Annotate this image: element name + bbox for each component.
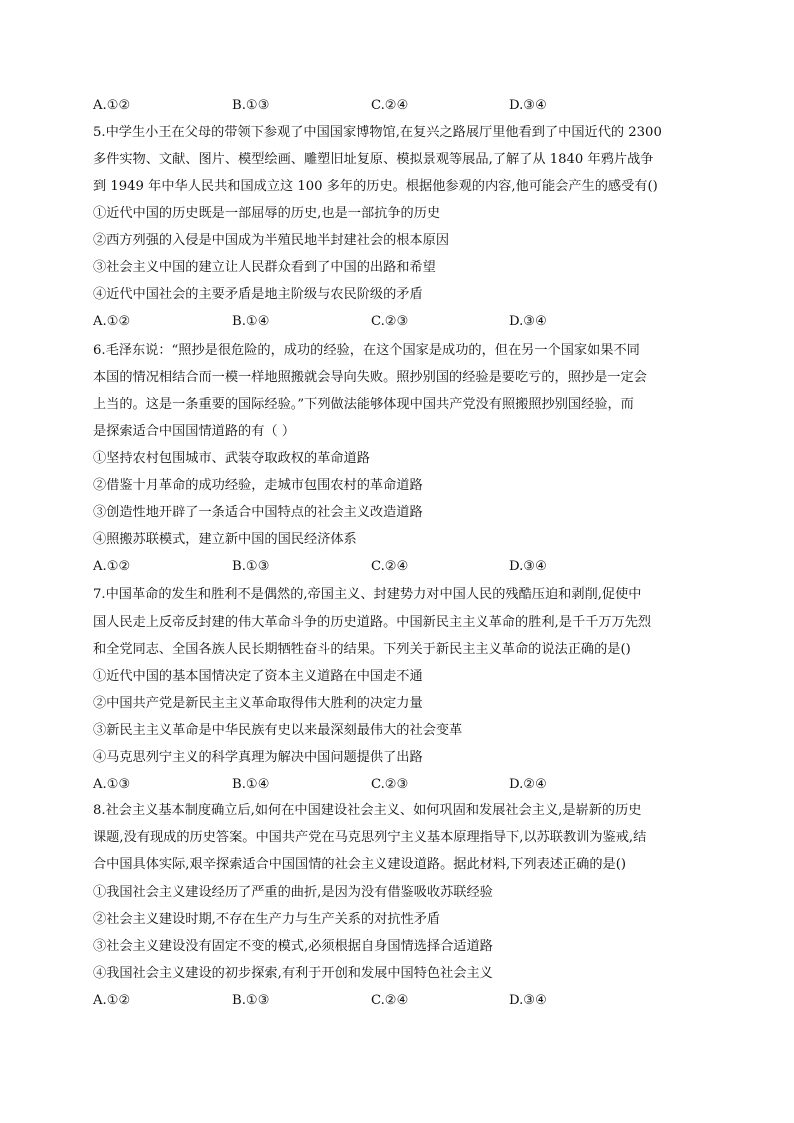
answer-options [93, 97, 713, 115]
statement-item: ③社会主义建设没有固定不变的模式,必须根据自身国情选择合适道路 [93, 939, 493, 954]
question-8-stem-line: 合中国具体实际,艰辛探索适合中国国情的社会主义建设道路。据此材料,下列表述正确的是() [93, 857, 626, 872]
statement-item: ④近代中国社会的主要矛盾是地主阶级与农民阶级的矛盾 [93, 287, 423, 302]
option-b: B.①④ [232, 777, 270, 792]
question-6-stem-line: 是探索适合中国国情道路的有（ ） [93, 424, 296, 439]
question-5-stem-line: 5.中学生小王在父母的带领下参观了中国国家博物馆,在复兴之路展厅里他看到了中国近代的 2300 [93, 125, 662, 140]
statement-item: ①坚持农村包围城市、武装夺取政权的革命道路 [93, 451, 370, 466]
option-c: C.②③ [371, 777, 409, 792]
answer-options [93, 776, 713, 794]
statement-item: ④我国社会主义建设的初步探索,有利于开创和发展中国特色社会主义 [93, 966, 493, 981]
option-c: C.②③ [371, 314, 409, 329]
option-a: A.①② [93, 98, 131, 113]
option-b: B.①④ [232, 314, 270, 329]
statement-item: ①近代中国的历史既是一部屈辱的历史,也是一部抗争的历史 [93, 206, 441, 221]
statement-item: ②借鉴十月革命的成功经验，走城市包围农村的革命道路 [93, 478, 423, 493]
option-d: D.③④ [509, 993, 547, 1008]
question-8-stem-line: 8.社会主义基本制度确立后,如何在中国建设社会主义、如何巩固和发展社会主义,是崭新的历史 [93, 803, 642, 818]
option-d: D.③④ [509, 559, 547, 574]
statement-item: ③新民主主义革命是中华民族有史以来最深刻最伟大的社会变革 [93, 723, 463, 738]
option-c: C.②④ [371, 559, 409, 574]
option-b: B.①③ [232, 98, 270, 113]
question-7-stem-line: 7.中国革命的发生和胜利不是偶然的,帝国主义、封建势力对中国人民的残酷压迫和剥削,促使中 [93, 587, 642, 602]
option-d: D.②④ [509, 777, 547, 792]
answer-options [93, 313, 713, 331]
question-6-stem-line: 上当的。这是一条重要的国际经验。”下列做法能够体现中国共产党没有照搬照抄别国经验，而 [93, 397, 634, 412]
statement-item: ③创造性地开辟了一条适合中国特点的社会主义改造道路 [93, 505, 423, 520]
statement-item: ①我国社会主义建设经历了严重的曲折,是因为没有借鉴吸收苏联经验 [93, 885, 493, 900]
answer-options [93, 558, 713, 576]
option-a: A.①③ [93, 777, 131, 792]
question-6-stem-line: 6.毛泽东说：“照抄是很危险的，成功的经验，在这个国家是成功的，但在另一个国家如果不同 [93, 343, 640, 358]
option-d: D.③④ [509, 98, 547, 113]
statement-item: ②西方列强的入侵是中国成为半殖民地半封建社会的根本原因 [93, 233, 450, 248]
option-a: A.①② [93, 993, 131, 1008]
option-b: B.①③ [232, 559, 270, 574]
statement-item: ④马克思列宁主义的科学真理为解决中国问题提供了出路 [93, 750, 423, 765]
answer-options [93, 992, 713, 1010]
option-c: C.②④ [371, 98, 409, 113]
statement-item: ①近代中国的基本国情决定了资本主义道路在中国走不通 [93, 669, 423, 684]
question-7-stem-line: 和全党同志、全国各族人民长期牺牲奋斗的结果。下列关于新民主主义革命的说法正确的是() [93, 642, 631, 657]
question-6-stem-line: 本国的情况相结合而一模一样地照搬就会导向失败。照抄别国的经验是要吃亏的，照抄是一定会 [93, 370, 647, 385]
question-8-stem-line: 课题,没有现成的历史答案。中国共产党在马克思列宁主义基本原理指导下,以苏联教训为鉴戒,结 [93, 830, 647, 845]
statement-item: ④照搬苏联模式，建立新中国的国民经济体系 [93, 532, 357, 547]
option-a: A.①② [93, 559, 131, 574]
question-7-stem-line: 国人民走上反帝反封建的伟大革命斗争的历史道路。中国新民主主义革命的胜利,是千千万万先烈 [93, 615, 652, 630]
option-a: A.①② [93, 314, 131, 329]
statement-item: ②中国共产党是新民主主义革命取得伟大胜利的决定力量 [93, 696, 423, 711]
option-c: C.②④ [371, 993, 409, 1008]
question-5-stem-line: 多件实物、文献、图片、模型绘画、雕塑旧址复原、模拟景观等展品,了解了从 1840 年鸦片战争 [93, 152, 654, 167]
statement-item: ③社会主义中国的建立让人民群众看到了中国的出路和希望 [93, 260, 436, 275]
statement-item: ②社会主义建设时期,不存在生产力与生产关系的对抗性矛盾 [93, 912, 441, 927]
option-b: B.①③ [232, 993, 270, 1008]
option-d: D.③④ [509, 314, 547, 329]
question-5-stem-line: 到 1949 年中华人民共和国成立这 100 多年的历史。根据他参观的内容,他可能会产生的感受有() [93, 179, 658, 194]
